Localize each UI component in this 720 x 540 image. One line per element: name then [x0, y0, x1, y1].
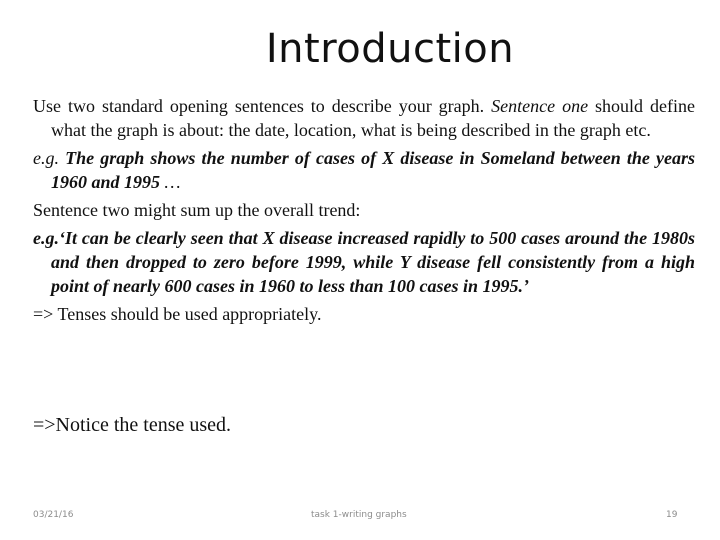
tense-note: => Tenses should be used appropriately. — [33, 304, 322, 324]
footer-title: task 1-writing graphs — [311, 510, 407, 520]
footer-date: 03/21/16 — [33, 510, 74, 520]
example-sentence-two: e.g.‘It can be clearly seen that X disease increased rapidly to 500 cases around the 1980s and then dropped to zero before 1999, while Y disease fell consistently from a high point of nearly 600 cases in 1960 to less than 100 cases in 1995.’ — [33, 228, 695, 296]
notice-note: =>Notice the tense used. — [33, 414, 232, 436]
slide-body — [33, 94, 695, 438]
paragraph-sentence-two: Sentence two might sum up the overall trend: — [33, 200, 361, 220]
example-text: The graph shows the number of cases of X disease in Someland between the years 1960 and 1995 — [51, 148, 695, 192]
footer-page-number: 19 — [666, 510, 678, 520]
slide-title: Introduction — [265, 26, 515, 72]
spacer — [33, 330, 695, 412]
paragraph-text: should define what the graph is about: the date, location, what is being described in the graph etc. — [51, 96, 695, 140]
eg-label: e.g. — [33, 148, 59, 168]
italic-phrase: Sentence one — [491, 96, 589, 116]
ellipsis: … — [160, 172, 181, 192]
paragraph-text: Use two standard opening sentences to describe your graph. — [33, 96, 492, 116]
paragraph-sentence-one — [33, 94, 695, 142]
example-sentence-one — [33, 146, 695, 194]
